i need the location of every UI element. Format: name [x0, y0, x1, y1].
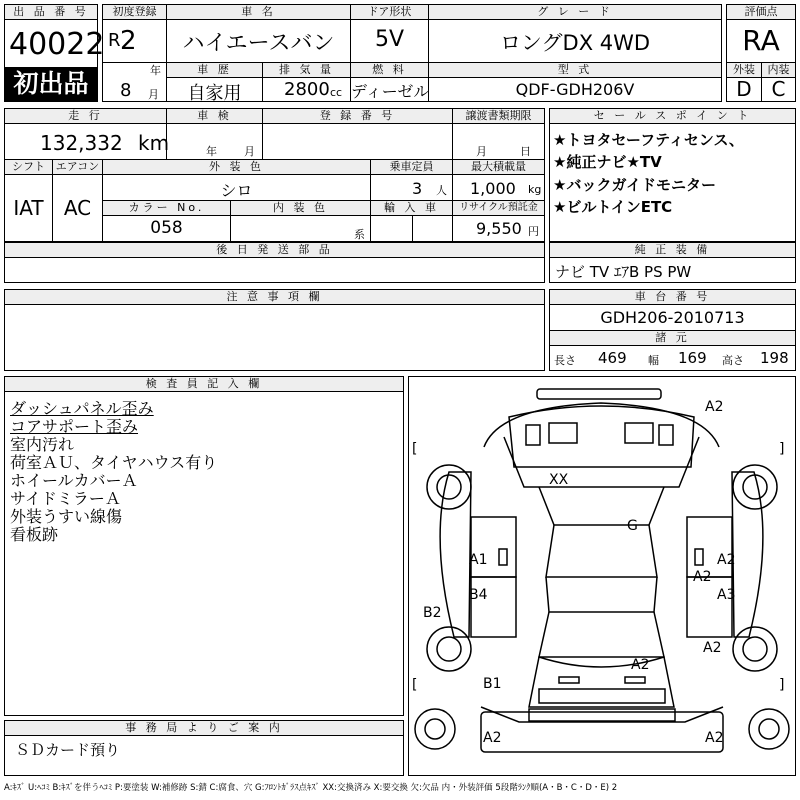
ac: AC	[63, 196, 92, 220]
lot-label: 出 品 番 号	[5, 5, 97, 20]
damage-mark: A2	[717, 552, 736, 568]
reg-month: 8	[120, 80, 132, 101]
sales-label: セ ー ル ス ポ イ ン ト	[550, 109, 795, 124]
door-type: 5V	[374, 27, 405, 52]
equipment-label: 純 正 装 備	[550, 243, 795, 258]
capacity-unit: 人	[436, 184, 447, 197]
car-name-label: 車 名	[167, 5, 350, 20]
load: 1,000	[470, 179, 516, 198]
sales-point: ★ビルトインETC	[553, 198, 673, 216]
width-label: 幅	[648, 354, 659, 367]
displacement-unit: cc	[330, 86, 343, 99]
inspector-note: コアサポート歪み	[10, 417, 139, 436]
insp-month-unit: 月	[244, 145, 255, 158]
displacement-label: 排 気 量	[263, 63, 350, 78]
reg-era: R	[108, 30, 121, 51]
interior-grade: C	[771, 77, 786, 101]
damage-mark: B1	[483, 676, 502, 692]
inspector-note: 看板跡	[10, 525, 59, 544]
inspector-note: 外装うすい線傷	[10, 507, 123, 526]
damage-mark: A2	[703, 640, 722, 656]
caution-box	[4, 289, 545, 371]
damage-mark: A1	[469, 552, 488, 568]
exterior-grade-label: 外装	[727, 63, 761, 78]
damage-mark: G	[627, 518, 638, 534]
bracket-left: [	[412, 441, 418, 457]
score: RA	[742, 24, 780, 57]
chassis-box	[549, 289, 796, 371]
inspection-label: 車 検	[167, 109, 262, 124]
import-label: 輸 入 車	[371, 201, 452, 216]
damage-mark: A3	[717, 587, 736, 603]
sales-point: ★バックガイドモニター	[553, 176, 716, 194]
height-label: 高さ	[722, 354, 744, 367]
mileage-unit: km	[138, 131, 170, 155]
lot-box	[4, 4, 105, 102]
load-unit: kg	[528, 183, 542, 196]
height: 198	[760, 349, 789, 367]
exterior-grade: D	[736, 77, 752, 101]
office-note: ＳＤカード預り	[15, 741, 121, 759]
month-unit: 月	[148, 88, 159, 101]
equipment-value: ナビ TV ｴｱB PS PW	[555, 263, 692, 281]
reg-label: 初度登録	[103, 5, 166, 20]
inspector-note: ダッシュパネル歪み	[10, 399, 154, 418]
car-outline	[409, 377, 795, 775]
damage-mark: A2	[483, 730, 502, 746]
interior-color-label: 内 装 色	[231, 201, 370, 216]
first-listing-badge: 初出品	[5, 67, 97, 101]
year-unit: 年	[150, 64, 161, 77]
damage-mark: B4	[469, 587, 488, 603]
width: 169	[678, 349, 707, 367]
model-label: 型 式	[429, 63, 721, 78]
damage-mark: A2	[693, 569, 712, 585]
equipment-box	[549, 242, 796, 283]
later-parts-box	[4, 242, 545, 283]
later-parts-label: 後 日 発 送 部 品	[5, 243, 544, 258]
interior-color-unit: 系	[354, 228, 365, 241]
shift: IAT	[13, 196, 44, 220]
color: シロ	[220, 181, 253, 200]
damage-mark: A2	[631, 657, 650, 673]
damage-mark: B2	[423, 605, 442, 621]
bracket-right: ]	[779, 441, 785, 457]
inspector-note: 荷室ＡＵ、タイヤハウス有り	[10, 453, 218, 472]
load-label: 最大積載量	[453, 160, 544, 175]
fuel: ディーゼル	[351, 82, 430, 101]
inspector-note: サイドミラーＡ	[10, 489, 121, 508]
grade-label: グ レ ー ド	[429, 5, 721, 20]
length-label: 長さ	[554, 354, 576, 367]
dimensions-label: 諸 元	[550, 330, 795, 346]
door-label: ドア形状	[351, 5, 428, 20]
office-box	[4, 720, 404, 776]
color-no: 058	[150, 218, 183, 238]
fuel-label: 燃 料	[351, 63, 428, 78]
recycle-unit: 円	[528, 225, 539, 238]
length: 469	[598, 349, 627, 367]
car-name: ハイエースバン	[182, 31, 335, 56]
recycle-label: リサイクル預託金	[453, 201, 544, 216]
inspector-label: 検 査 員 記 入 欄	[5, 377, 403, 392]
legend-footer: A:ｷｽﾞ U:ﾍｺﾐ B:ｷｽﾞを伴うﾍｺﾐ P:要塗装 W:補修跡 S:錆 C:腐食、穴 G:ﾌﾛﾝﾄｶﾞﾗｽ点ｷｽﾞ XX:交換済み X:要交換 欠:欠品 内・外装評価 5段階ﾗﾝｸ順(A・B・C・D・E) 2	[4, 783, 618, 793]
capacity: 3	[412, 179, 423, 198]
sales-point: ★純正ナビ★TV	[553, 153, 662, 171]
inspector-box	[4, 376, 404, 716]
displacement: 2800	[284, 79, 330, 100]
color-no-label: カラー No.	[103, 201, 230, 216]
damage-mark: A2	[705, 399, 724, 415]
transfer-label: 譲渡書類期限	[453, 109, 544, 124]
mileage-label: 走 行	[5, 109, 166, 124]
score-label: 評価点	[727, 5, 795, 20]
lot-number: 40022	[9, 27, 105, 62]
history: 自家用	[187, 83, 242, 104]
recycle: 9,550	[476, 219, 522, 238]
chassis-number: GDH206-2010713	[600, 308, 745, 327]
ac-label: エアコン	[53, 160, 102, 175]
plate-label: 登 録 番 号	[263, 109, 452, 124]
inspector-note: ホイールカバーＡ	[10, 471, 138, 490]
damage-diagram	[408, 376, 796, 776]
reg-year: 2	[120, 26, 137, 56]
transfer-day: 日	[520, 145, 531, 158]
interior-grade-label: 内装	[762, 63, 795, 78]
capacity-label: 乗車定員	[371, 160, 452, 175]
bracket-left: [	[412, 677, 418, 693]
damage-mark: XX	[549, 472, 569, 488]
info-grid	[4, 108, 545, 242]
mileage: 132,332	[40, 131, 123, 155]
insp-year-unit: 年	[206, 145, 217, 158]
chassis-label: 車 台 番 号	[550, 290, 795, 305]
model: QDF-GDH206V	[515, 80, 635, 99]
history-label: 車 歴	[167, 63, 262, 78]
bracket-right: ]	[779, 677, 785, 693]
office-label: 事 務 局 よ り ご 案 内	[5, 721, 403, 736]
color-label: 外 装 色	[103, 160, 370, 175]
shift-label: シフト	[5, 160, 52, 175]
sales-box	[549, 108, 796, 242]
sales-point: ★トヨタセーフティセンス、	[553, 131, 744, 149]
inspector-note: 室内汚れ	[10, 435, 75, 454]
damage-mark: A2	[705, 730, 724, 746]
transfer-month: 月	[476, 145, 487, 158]
caution-label: 注 意 事 項 欄	[5, 290, 544, 305]
grade: ロングDX 4WD	[499, 31, 651, 55]
